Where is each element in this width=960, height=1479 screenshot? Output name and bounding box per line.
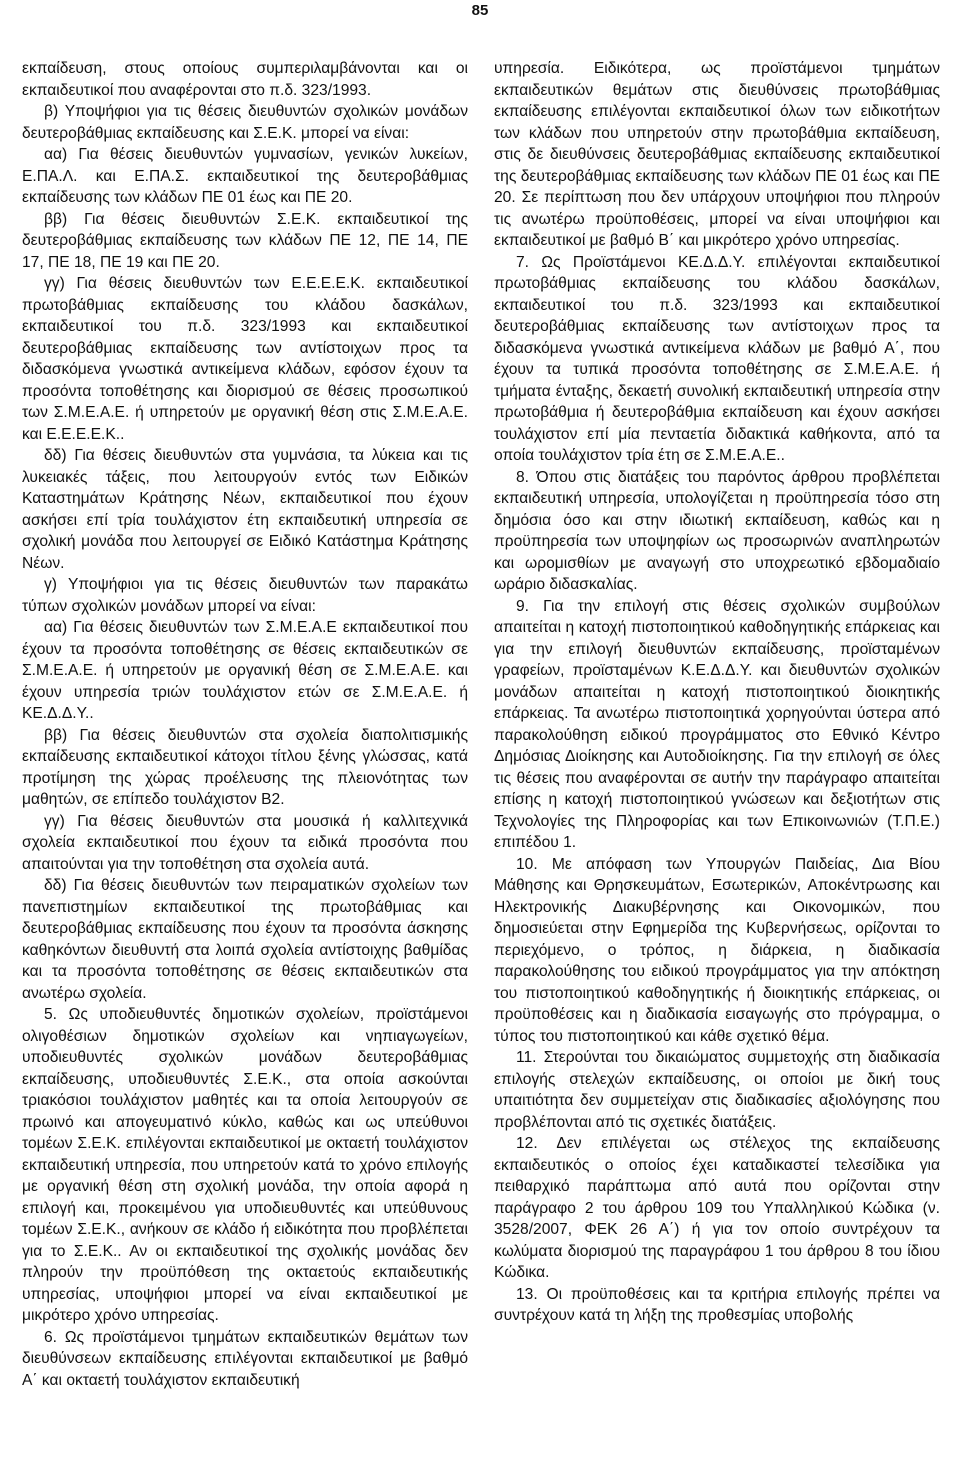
paragraph: εκπαίδευση, στους οποίους συμπεριλαμβάνονται και οι εκπαιδευτικοί που αναφέρονται στο π.δ. 323/1993. [22,60,468,99]
page-number: 85 [471,2,489,19]
paragraph: γ) Υποψήφιοι για τις θέσεις διευθυντών των παρακάτω τύπων σχολικών μονάδων μπορεί να είναι: [22,576,468,615]
paragraph: 7. Ως Προϊστάμενοι ΚΕ.Δ.Δ.Υ. επιλέγονται εκπαιδευτικοί πρωτοβάθμιας εκπαίδευσης του κλάδου δασκάλων, εκπαιδευτικοί του π.δ. 323/1993 και εκπαιδευτικοί δευτεροβάθμιας εκπαίδευσης των αντίστοιχων προς τα διδασκόμενα γνωστικά αντικείμενα κλάδων με βαθμό Α΄, που έχουν τα τυπικά προσόντα τοποθέτησης σε Σ.Μ.Ε.Α.Ε. ή τμήματα ένταξης, δεκαετή συνολική εκπαιδευτική υπηρεσία στην πρωτοβάθμια ή δευτεροβάθμια εκπαίδευση και έχουν ασκήσει τουλάχιστον επί μία πενταετία διδακτικά καθήκοντα, από τα οποία τουλάχιστον τρία έτη σε Σ.Μ.Ε.Α.Ε.. [494,253,940,464]
paragraph: 9. Για την επιλογή στις θέσεις σχολικών συμβούλων απαιτείται η κατοχή πιστοποιητικού καθοδηγητικής επάρκειας και για την επιλογή διευθυντών εκπαίδευσης, προϊσταμένων γραφείων, προϊσταμένων Κ.Ε.Δ.Δ.Υ. και διευθυντών σχολικών μονάδων απαιτείται η κατοχή πιστοποιητικού διοικητικής επάρκειας. Τα ανωτέρω πιστοποιητικά χορηγούνται ύστερα από παρακολούθηση ειδικού προγράμματος στο Εθνικό Κέντρο Δημόσιας Διοίκησης και Αυτοδιοίκησης. Για την επιλογή σε όλες τις θέσεις που αναφέρονται σε αυτήν την παράγραφο απαιτείται επίσης η κατοχή πιστοποιητικού γνώσεων και δεξιοτήτων στις Τεχνολογίες της Πληροφορίας και των Επικοινωνιών (Τ.Π.Ε.) επιπέδου 1. [494,597,940,851]
text-columns [22,58,940,1391]
right-column [494,58,940,1391]
paragraph: 12. Δεν επιλέγεται ως στέλεχος της εκπαίδευσης εκπαιδευτικός ο οποίος έχει καταδικαστεί τελεσίδικα για πειθαρχικό παράπτωμα από αυτά που ορίζονται στην παράγραφο 2 του άρθρου 109 του Υπαλληλικού Κώδικα (ν. 3528/2007, ΦΕΚ 26 Α΄) ή για τον οποίο συντρέχουν τα κωλύματα διορισμού της παραγράφου 1 του άρθρου 8 του ίδιου Κώδικα. [494,1135,940,1281]
paragraph: 5. Ως υποδιευθυντές δημοτικών σχολείων, προϊστάμενοι ολιγοθέσιων δημοτικών σχολείων και νηπιαγωγείων, υποδιευθυντές σχολικών μονάδων δευτεροβάθμιας εκπαίδευσης, υποδιευθυντές Σ.Ε.Κ., στα οποία ασκούνται τριακόσιοι τουλάχιστον μαθητές και τα οποία λειτουργούν σε πρωινό και απογευματινό κύκλο, καθώς και ως υπεύθυνοι τομέων Σ.Ε.Κ. επιλέγονται εκπαιδευτικοί με οκταετή τουλάχιστον εκπαιδευτική υπηρεσία, που υπηρετούν κατά το χρόνο επιλογής με οργανική θέση στη σχολική μονάδα, την οποία αφορά η επιλογή και, προκειμένου για υποδιευθυντές και υπεύθυνους τομέων Σ.Ε.Κ., ανήκουν σε κλάδο ή ειδικότητα που προβλέπεται για το Σ.Ε.Κ.. Αν οι εκπαιδευτικοί της σχολικής μονάδας δεν πληρούν την προϋπόθεση της οκταετούς εκπαιδευτικής υπηρεσίας, υποψήφιοι μπορεί να είναι εκπαιδευτικοί με μικρότερο χρόνο υπηρεσίας. [22,1006,468,1324]
paragraph: 13. Οι προϋποθέσεις και τα κριτήρια επιλογής πρέπει να συντρέχουν κατά τη λήξη της προθεσμίας υποβολής [494,1285,940,1324]
paragraph: 6. Ως προϊστάμενοι τμημάτων εκπαιδευτικών θεμάτων των διευθύνσεων εκπαίδευσης επιλέγονται εκπαιδευτικοί με βαθμό Α΄ και οκταετή τουλάχιστον εκπαιδευτική [22,1328,468,1389]
paragraph: γγ) Για θέσεις διευθυντών των Ε.Ε.Ε.Ε.Κ. εκπαιδευτικοί πρωτοβάθμιας εκπαίδευσης του κλάδου δασκάλων, εκπαιδευτικοί του π.δ. 323/1993 και εκπαιδευτικοί δευτεροβάθμιας εκπαίδευσης των αντίστοιχων προς τα διδασκόμενα γνωστικά αντικείμενα κλάδων, εφόσον έχουν τα προσόντα τοποθέτησης και διορισμού σε θέσεις προσωπικού των Σ.Μ.Ε.Α.Ε. ή υπηρετούν με οργανική θέση στις Σ.Μ.Ε.Α.Ε. και Ε.Ε.Ε.Ε.Κ.. [22,275,468,443]
paragraph: ββ) Για θέσεις διευθυντών στα σχολεία διαπολιτισμικής εκπαίδευσης εκπαιδευτικοί κάτοχοι τίτλου ξένης γλώσσας, κατά προτίμηση της χώρας προέλευσης της πλειονότητας των μαθητών, σε επίπεδο τουλάχιστον Β2. [22,726,468,808]
paragraph: αα) Για θέσεις διευθυντών γυμνασίων, γενικών λυκείων, Ε.ΠΑ.Λ. και Ε.ΠΑ.Σ. εκπαιδευτικοί της δευτεροβάθμιας εκπαίδευσης των κλάδων ΠΕ 01 έως και ΠΕ 20. [22,146,468,206]
paragraph: δδ) Για θέσεις διευθυντών στα γυμνάσια, τα λύκεια και τις λυκειακές τάξεις, που λειτουργούν εντός των Ειδικών Καταστημάτων Κράτησης Νέων, εκπαιδευτικοί που έχουν ασκήσει επί τρία τουλάχιστον έτη εκπαιδευτική υπηρεσία σε σχολική μονάδα που λειτουργεί σε Ειδικό Κατάστημα Κράτησης Νέων. [22,447,468,572]
paragraph: γγ) Για θέσεις διευθυντών στα μουσικά ή καλλιτεχνικά σχολεία εκπαιδευτικοί που έχουν τα ειδικά προσόντα που απαιτούνται για την τοποθέτηση στα σχολεία αυτά. [22,812,468,873]
paragraph: δδ) Για θέσεις διευθυντών των πειραματικών σχολείων των πανεπιστημίων εκπαιδευτικοί της πρωτοβάθμιας και δευτεροβάθμιας εκπαίδευσης που έχουν τα προσόντα άσκησης καθηκόντων διευθυντή στα λοιπά σχολεία αντίστοιχης βαθμίδας και τα προσόντα τοποθέτησης σε θέσεις εκπαιδευτικών στα ανωτέρω σχολεία. [22,877,468,1002]
paragraph: υπηρεσία. Ειδικότερα, ως προϊστάμενοι τμημάτων εκπαιδευτικών θεμάτων στις διευθύνσεις πρωτοβάθμιας εκπαίδευσης επιλέγονται εκπαιδευτικοί όλων των ειδικοτήτων των κλάδων που υπηρετούν στην πρωτοβάθμια εκπαίδευση, στις δε διευθύνσεις δευτεροβάθμιας εκπαίδευσης εκπαιδευτικοί της δευτεροβάθμιας εκπαίδευσης των κλάδων ΠΕ 01 έως και ΠΕ 20. Σε περίπτωση που δεν υπάρχουν υποψήφιοι που πληρούν τις ανωτέρω προϋποθέσεις, μπορεί να είναι υποψήφιοι και εκπαιδευτικοί με βαθμό Β΄ και μικρότερο χρόνο υπηρεσίας. [494,60,940,249]
paragraph: β) Υποψήφιοι για τις θέσεις διευθυντών σχολικών μονάδων δευτεροβάθμιας εκπαίδευσης και Σ.Ε.Κ. μπορεί να είναι: [22,103,468,142]
paragraph: 10. Με απόφαση των Υπουργών Παιδείας, Δια Βίου Μάθησης και Θρησκευμάτων, Εσωτερικών, Αποκέντρωσης και Ηλεκτρονικής Διακυβέρνησης και Οικονομικών, που δημοσιεύεται στην Εφημερίδα της Κυβερνήσεως, ορίζονται το περιεχόμενο, ο τρόπος, η διάρκεια, η διαδικασία παρακολούθησης του ειδικού προγράμματος για την απόκτηση του πιστοποιητικού καθοδηγητικής ή διοικητικής επάρκειας, οι προϋποθέσεις και η διαδικασία εισαγωγής στο πρόγραμμα, ο τύπος του πιστοποιητικού και κάθε σχετικό θέμα. [494,855,940,1045]
paragraph: ββ) Για θέσεις διευθυντών Σ.Ε.Κ. εκπαιδευτικοί της δευτεροβάθμιας εκπαίδευσης των κλάδων ΠΕ 12, ΠΕ 14, ΠΕ 17, ΠΕ 18, ΠΕ 19 και ΠΕ 20. [22,210,468,271]
paragraph: 11. Στερούνται του δικαιώματος συμμετοχής στη διαδικασία επιλογής στελεχών εκπαίδευσης, οι οποίοι με δική τους υπαιτιότητα δεν συμμετείχαν στις διαδικασίες αξιολόγησης που προβλέπονται από τις σχετικές διατάξεις. [494,1049,940,1131]
left-column [22,58,468,1391]
paragraph: 8. Όπου στις διατάξεις του παρόντος άρθρου προβλέπεται εκπαιδευτική υπηρεσία, υπολογίζεται η προϋπηρεσία τόσο στη δημόσια όσο και στην ιδιωτική εκπαίδευση, καθώς και η προϋπηρεσία των υποψηφίων ως προσωρινών αναπληρωτών και ωρομισθίων με αναγωγή στο υποχρεωτικό εβδομαδιαίο ωράριο διδασκαλίας. [494,468,940,593]
paragraph: αα) Για θέσεις διευθυντών των Σ.Μ.Ε.Α.Ε εκπαιδευτικοί που έχουν τα προσόντα τοποθέτησης σε θέσεις εκπαιδευτικών σε Σ.Μ.Ε.Α.Ε. ή υπηρετούν με οργανική θέση σε Σ.Μ.Ε.Α.Ε. και έχουν υπηρεσία τριών τουλάχιστον ετών σε Σ.Μ.Ε.Α.Ε. ή ΚΕ.Δ.Δ.Υ.. [22,619,468,722]
